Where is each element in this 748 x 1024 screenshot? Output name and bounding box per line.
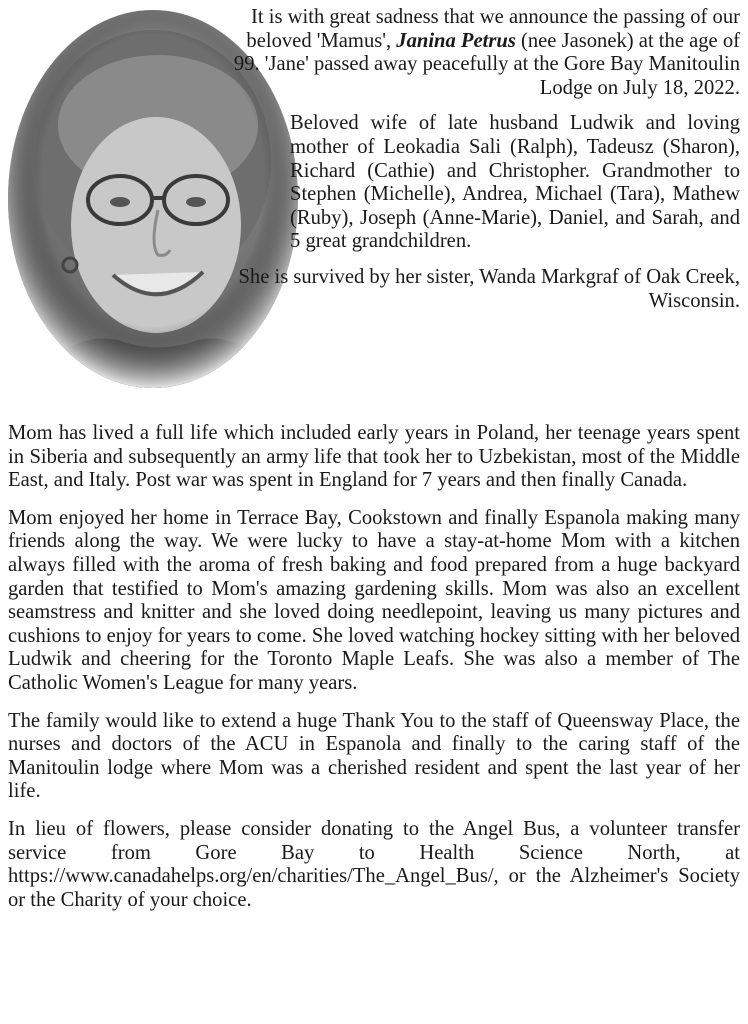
- deceased-name: Janina Petrus: [396, 29, 516, 52]
- family-paragraph: Beloved wife of late husband Ludwik and loving mother of Leokadia Sali (Ralph), Tadeusz (Sharon), Richard (Cathie) and Christopher. Grandmother to Stephen (Michelle), Andrea, Michael (Tara), Mathew (Ruby), Joseph (Anne-Marie), Daniel, and Sarah, and 5 great grandchildren.: [290, 112, 740, 253]
- body-section: [8, 422, 740, 926]
- survived-by-paragraph: She is survived by her sister, Wanda Markgraf of Oak Creek, Wisconsin.: [238, 265, 740, 312]
- donation-paragraph: In lieu of flowers, please consider donating to the Angel Bus, a volunteer transfer service from Gore Bay to Health Science North, at https://www.canadahelps.org/en/charities/The_Angel_Bus/, or the Alzheimer's Society or the Charity of your choice.: [8, 817, 740, 911]
- intro-section: [230, 6, 740, 313]
- life-story-paragraph: Mom has lived a full life which included early years in Poland, her teenage years spent in Siberia and subsequently an army life that took her to Uzbekistan, most of the Middle East, and Italy. Post war was spent in England for 7 years and then finally Canada.: [8, 422, 740, 492]
- announcement-paragraph: [230, 6, 740, 100]
- announcement-text-end: (nee Jasonek) at the age of 99. 'Jane' passed away peacefully at the Gore Bay Manitoulin Lodge on July 18, 2022.: [233, 29, 740, 99]
- home-memories-paragraph: Mom enjoyed her home in Terrace Bay, Cookstown and finally Espanola making many friends along the way. We were lucky to have a stay-at-home Mom with a kitchen always filled with the aroma of fresh baking and food prepared from a huge backyard garden that testified to Mom's amazing gardening skills. Mom was also an excellent seamstress and knitter and she loved doing needlepoint, leaving us many pictures and cushions to enjoy for years to come. She loved watching hockey sitting with her beloved Ludwik and cheering for the Toronto Maple Leafs. She was also a member of The Catholic Women's League for many years.: [8, 506, 740, 694]
- announcement-text-start: It is with great sadness that we announce the passing of our beloved 'Mamus',: [246, 6, 740, 52]
- thank-you-paragraph: The family would like to extend a huge Thank You to the staff of Queensway Place, the nurses and doctors of the ACU in Espanola and finally to the caring staff of the Manitoulin lodge where Mom was a cherished resident and spent the last year of her life.: [8, 709, 740, 803]
